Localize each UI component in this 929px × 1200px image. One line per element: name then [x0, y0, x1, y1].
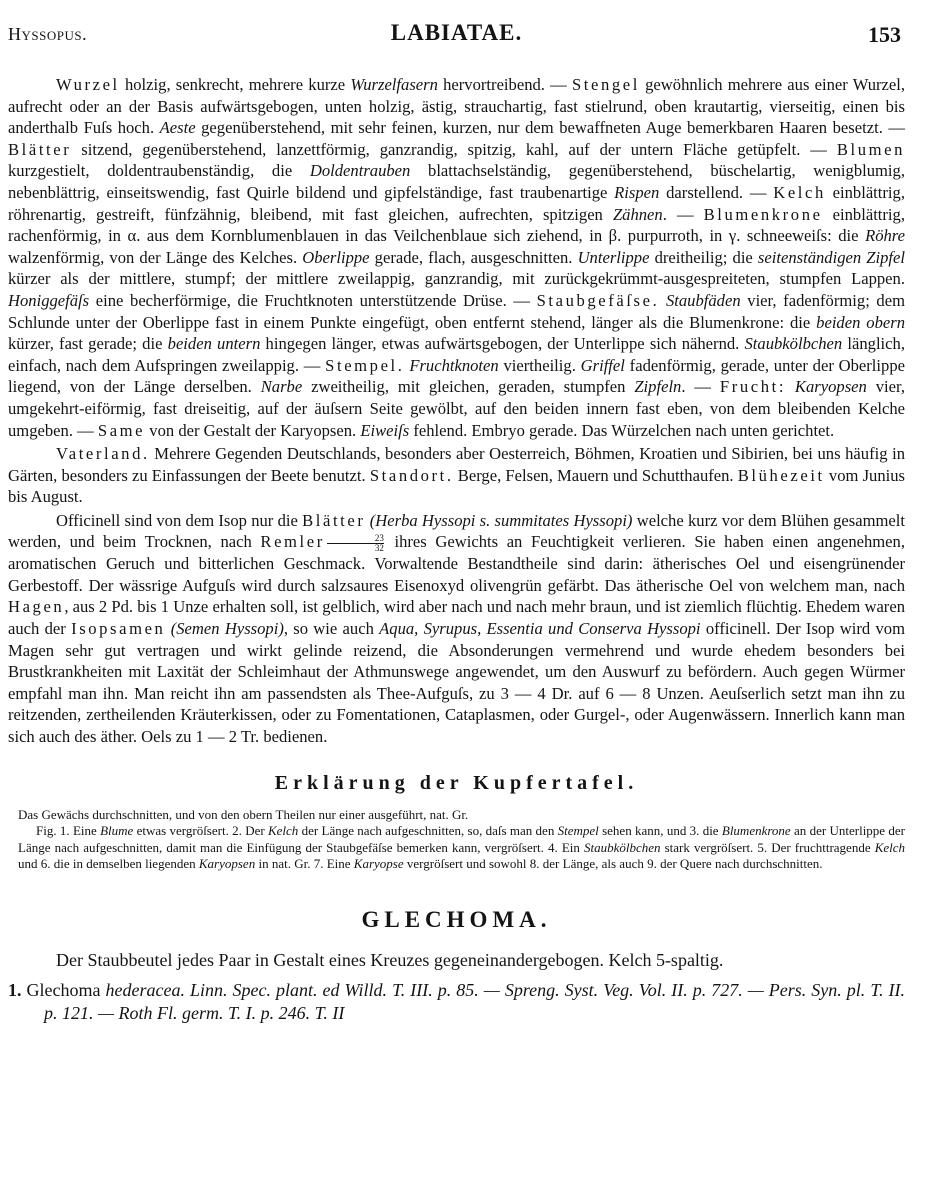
- term: Aqua, Syrupus, Essentia und Conserva Hyssopi: [379, 618, 701, 638]
- fraction-numerator: 23: [327, 534, 384, 544]
- text: einblättrig, rachenförmig, in α. aus dem Kornblumenblauen in das Veilchenblaue sich ziehend, in β. purpurroth, in γ. schneeweiſs: die: [8, 204, 905, 246]
- text: sehen kann, und 3. die: [598, 823, 722, 838]
- term: (Semen Hyssopi): [170, 618, 284, 638]
- text: gegenüberstehend, mit sehr feinen, kurzen, nur dem bewaffneten Auge bemerkbaren Haaren besetzt. —: [195, 118, 905, 138]
- term: Isopsamen: [71, 618, 166, 638]
- term: Doldentrauben: [309, 161, 411, 181]
- text: officinell. Der Isop wird vom Magen sehr gut vertragen und wirkt gelinde reizend, die Absonderungen vermehrend und wurde ehedem besonders bei Brustkrankheiten mit Laxität der Schleimhaut der Athmunswege angewendet, um den Auswurf zu befördern. Auch gegen Würmer empfahl man ihn. Man reicht ihn am passendsten als Thee-Aufguſs, zu 3 — 4 Dr. auf 6 — 8 Unzen. Aeuſserlich setzt man ihn zu reitzenden, zertheilenden Kräuterkissen, oder zu Fomentationen, Cataplasmen, oder Gurgel-, oder Augenwässern. Innerlich kann man sich auch des äther. Oels zu 1 — 2 Tr. bedienen.: [8, 618, 905, 746]
- term: Vaterland.: [56, 444, 150, 464]
- plate-intro: Das Gewächs durchschnitten, und von den obern Theilen nur einer ausgeführt, nat. Gr.: [18, 806, 469, 822]
- term: Frucht:: [719, 377, 787, 397]
- medicinal-paragraph: [8, 510, 905, 748]
- species-entry: [8, 979, 905, 1025]
- text: Berge, Felsen, Mauern und Schutthaufen.: [453, 465, 738, 485]
- page-number: 153: [868, 22, 901, 47]
- text: hervortreibend. —: [437, 75, 572, 94]
- term: Remler: [260, 532, 325, 552]
- term: Zähnen: [612, 204, 663, 224]
- text: holzig, senkrecht, mehrere kurze: [119, 75, 351, 94]
- term: Karyopsen: [198, 856, 256, 871]
- text: von der Gestalt der Karyopsen.: [145, 420, 361, 440]
- header-family: LABIATAE.: [390, 20, 523, 45]
- header-genus: Hyssopus.: [8, 24, 88, 44]
- text: der Länge nach aufgeschnitten, so, daſs man den: [298, 823, 558, 838]
- term: Rispen: [614, 182, 660, 202]
- fraction: [327, 534, 384, 553]
- text: und 6. die in demselben liegenden: [18, 856, 199, 871]
- term: Griffel: [580, 355, 625, 375]
- text: walzenförmig, von der Länge des Kelches.: [8, 247, 303, 267]
- species-number: 1.: [8, 979, 22, 1000]
- term: Blätter: [8, 139, 72, 159]
- term: Staubfäden: [665, 290, 741, 310]
- term: Blätter: [302, 510, 366, 530]
- term: Wurzel: [56, 75, 120, 94]
- term: Fruchtknoten: [409, 355, 499, 375]
- term: beiden obern: [816, 312, 906, 332]
- term: Blume: [100, 823, 134, 838]
- running-header: [8, 12, 905, 46]
- text: viertheilig.: [498, 355, 581, 375]
- term: beiden untern: [167, 334, 261, 354]
- text: welche kurz vor dem Blühen gesammelt werden, und beim Trocknen, nach: [8, 510, 906, 552]
- text: kürzer, fast gerade; die: [8, 334, 168, 354]
- text: Mehrere Gegenden Deutschlands, besonders aber Oesterreich, Böhmen, Kroatien und Sibirien, bei uns häufig in Gärten, besonders zu Einfassungen der Beete benutzt.: [8, 444, 905, 485]
- term: Kelch: [874, 839, 906, 855]
- species-references: Linn. Spec. plant. ed Willd. T. III. p. 85. — Spreng. Syst. Veg. Vol. II. p. 727. — Pers. Syn. pl. T. II. p. 121. — Roth Fl. germ. T. I. p. 246. T. II: [44, 979, 906, 1023]
- text: stark vergröſsert. 5. Der fruchttragende: [660, 839, 875, 855]
- fraction-denominator: 32: [374, 543, 384, 554]
- text: , aus 2 Pd. bis 1 Unze erhalten soll, ist gelblich, wird aber nach und nach mehr braun, und ist ziemlich flüchtig. Ehedem waren auch der: [8, 597, 905, 638]
- term: Stempel: [557, 823, 599, 838]
- text: etwas vergröſsert. 2. Der: [133, 823, 268, 838]
- text: [659, 291, 666, 310]
- genus-description: Der Staubbeutel jedes Paar in Gestalt eines Kreuzes gegeneinandergebogen. Kelch 5-spaltig.: [56, 949, 724, 970]
- text: gewöhnlich mehrere aus einer Wurzel, aufrecht oder an der Basis aufwärtsgebogen, unten holzig, ästig, strauchartig, fast stielrund, oben krautartig, vierseitig, einen bis anderthalb Fuſs hoch.: [8, 75, 905, 138]
- species-name: Glechoma: [21, 979, 106, 1000]
- text: , so wie auch: [283, 618, 380, 638]
- term: (Herba Hyssopi s. summitates Hyssopi): [369, 510, 633, 530]
- text: sitzend, gegenüberstehend, lanzettförmig, ganzrandig, spitzig, kahl, auf der untern Fläche getüpfelt. —: [71, 139, 837, 159]
- plate-explanation: [8, 807, 905, 873]
- text: [786, 377, 795, 396]
- text: fadenförmig, gerade, unter der Oberlippe liegend, von der Länge derselben.: [8, 355, 905, 397]
- term: Karyopse: [353, 856, 404, 871]
- term: Staubgefäſse.: [536, 290, 660, 310]
- text: vier, fadenförmig; dem Schlunde unter der Oberlippe fast in einem Punkte eingefügt, oben entfernt stehend, länger als die Blumenkrone: die: [8, 290, 906, 332]
- term: Hagen: [8, 597, 65, 617]
- term: Blühezeit: [737, 465, 825, 485]
- text: zweitheilig, mit gleichen, geraden, stumpfen: [302, 377, 635, 397]
- text: fehlend. Embryo gerade. Das Würzelchen nach unten gerichtet.: [409, 420, 835, 440]
- text: kürzer als der mittlere, stumpf; der mittlere zweilappig, ganzrandig, mit zurückgekrümmt-ausgespreiteten, stumpfen Lappen.: [8, 269, 905, 289]
- term: Same: [97, 420, 146, 440]
- term: Staubkölbchen: [744, 334, 843, 354]
- text: vom Junius bis August.: [8, 465, 905, 507]
- text: kurzgestielt, doldentraubenständig, die: [8, 161, 310, 181]
- text: in nat. Gr. 7. Eine: [255, 856, 354, 871]
- term: Stempel.: [325, 355, 405, 375]
- description-paragraph: [8, 74, 905, 441]
- term: Staubkölbchen: [583, 839, 661, 855]
- text: eine becherförmige, die Fruchtknoten unterstützende Drüse. —: [89, 290, 537, 310]
- plate-figures: [18, 823, 905, 873]
- term: seitenständigen Zipfel: [757, 247, 905, 267]
- term: Eiweiſs: [360, 420, 410, 440]
- text: . —: [662, 204, 704, 224]
- term: Wurzelfasern: [350, 75, 438, 94]
- term: Blumen: [836, 139, 905, 159]
- term: Oberlippe: [302, 247, 370, 267]
- term: Narbe: [260, 377, 303, 397]
- text: blattachselständig, gegenüberstehend, büschelartig, wenigblumig, nebenblättrig, einseitswendig, fast Quirle bildend und gipfelständige, fast traubenartige: [8, 161, 905, 202]
- term: Stengel: [571, 75, 640, 94]
- text: länglich, einfach, nach dem Aufspringen zweilappig. —: [8, 334, 905, 375]
- term: Kelch: [267, 823, 299, 838]
- term: Kelch: [773, 182, 826, 202]
- text: vier, umgekehrt-eiförmig, fast dreiseitig, auf der äuſsern Seite gewölbt, auf den beiden innern fast eben, von dem bleibenden Kelche umgeben. —: [8, 377, 906, 440]
- term: Zipfeln: [634, 377, 682, 397]
- text: . —: [681, 377, 720, 397]
- term: Blumenkrone: [703, 204, 823, 224]
- term: Standort.: [369, 465, 454, 485]
- text: einblättrig, röhrenartig, gestreift, fünfzähnig, bleibend, mit fast gleichen, aufrechten, spitzigen: [8, 182, 905, 224]
- text: Officinell sind von dem Isop nur die: [56, 510, 303, 530]
- term: Blumenkrone: [721, 823, 791, 838]
- text: dreitheilig; die: [649, 247, 758, 267]
- text: vergröſsert und sowohl 8. der Länge, als auch 9. der Quere nach durchschnitten.: [403, 856, 823, 871]
- term: Röhre: [865, 226, 905, 246]
- term: Unterlippe: [577, 247, 650, 267]
- term: Karyopsen: [794, 377, 867, 397]
- text: ihres Gewichts an Feuchtigkeit verlieren. Sie haben einen angenehmen, aromatischen Geruch und bitterlichen Geschmack. Vorwaltende Bestandtheile sind darin: ätherisches Oel und eisengrünender Gerbestoff. Der wässrige Aufguſs wird durch salzsaures Eisenoxyd olivengrün gefärbt. Das ätherische Oel von welchem man, nach: [8, 532, 905, 595]
- species-epithet: hederacea.: [105, 979, 185, 1000]
- genus-heading: GLECHOMA.: [361, 906, 552, 932]
- text: Fig. 1. Eine: [36, 823, 101, 838]
- text: an der Unterlippe der Länge nach aufgeschnitten, damit man die Einfügung der Staubgefäſse bemerken kann, vergröſsert. 4. Ein: [18, 823, 905, 855]
- habitat-paragraph: [8, 443, 905, 508]
- text: darstellend. —: [659, 182, 774, 202]
- plate-heading: Erklärung der Kupfertafel.: [274, 771, 639, 794]
- term: Aeste: [159, 118, 196, 138]
- text: hingegen länger, etwas aufwärtsgebogen, der Unterlippe sich nähernd.: [260, 334, 745, 354]
- text: gerade, flach, ausgeschnitten.: [369, 247, 578, 267]
- term: Honiggefäſs: [8, 290, 90, 310]
- main-text: [8, 74, 905, 748]
